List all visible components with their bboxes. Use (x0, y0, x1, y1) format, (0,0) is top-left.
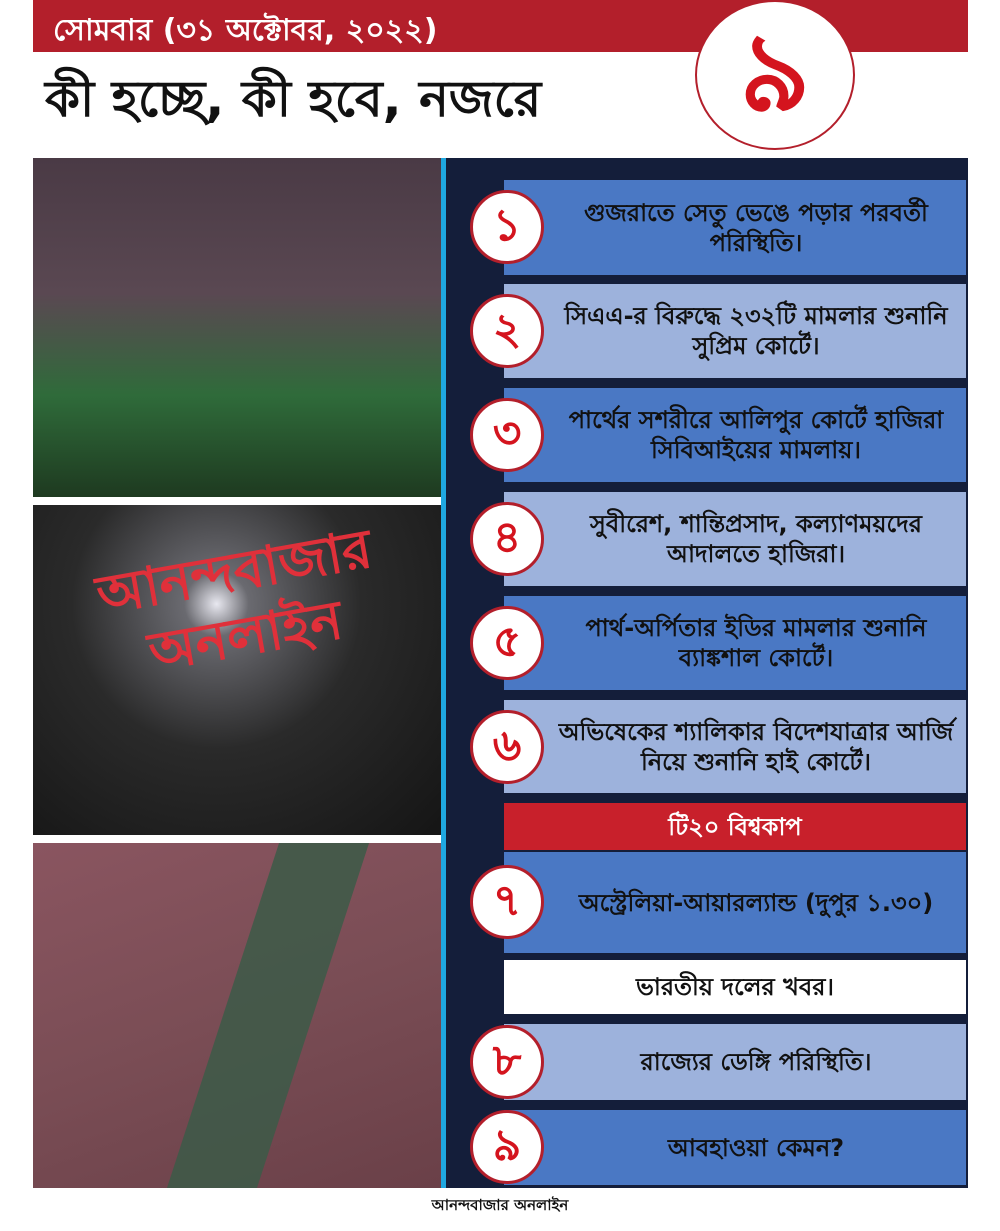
list-item (504, 284, 966, 378)
item-number: ১ (470, 190, 544, 264)
footer-credit: আনন্দবাজার অনলাইন (431, 1196, 569, 1214)
team-news-item: ভারতীয় দলের খবর। (504, 960, 966, 1014)
item-number: ৪ (470, 502, 544, 576)
list-item (504, 1110, 966, 1185)
bridge-rescue-photo (33, 505, 441, 835)
item-number: ৩ (470, 398, 544, 472)
item-text: গুজরাতে সেতু ভেঙে পড়ার পরবর্তী পরিস্থিতি। (584, 198, 928, 257)
watermark: আনন্দবাজার অনলাইন (91, 516, 377, 684)
photo-column (33, 158, 441, 1188)
item-text: আবহাওয়া কেমন? (667, 1133, 845, 1162)
schedule-panel (446, 158, 968, 1188)
page-title: কী হচ্ছে, কী হবে, নজরে (45, 70, 542, 128)
bridge-night-photo (33, 158, 441, 497)
list-item (504, 596, 966, 690)
count-badge: ৯ (695, 0, 855, 150)
item-number: ৬ (470, 710, 544, 784)
item-text: অস্ট্রেলিয়া-আয়ারল্যান্ড (দুপুর ১.৩০) (578, 888, 934, 917)
list-item (504, 700, 966, 793)
item-text: পার্থ-অর্পিতার ইডির মামলার শুনানি ব্যাঙ্কশাল কোর্টে। (585, 614, 927, 672)
date-bar: সোমবার (৩১ অক্টোবর, ২০২২) (33, 0, 968, 52)
item-number: ৯ (470, 1110, 544, 1184)
item-text: রাজ্যের ডেঙ্গি পরিস্থিতি। (640, 1048, 872, 1076)
list-item (504, 852, 966, 953)
list-item (504, 180, 966, 275)
list-item (504, 1024, 966, 1100)
item-text: সুবীরেশ, শান্তিপ্রসাদ, কল্যাণময়দের আদালতে হাজিরা। (590, 510, 922, 568)
collapsed-bridge-photo (33, 843, 441, 1188)
section-header-t20: টি২০ বিশ্বকাপ (504, 803, 966, 850)
item-number: ৭ (470, 865, 544, 939)
list-item (504, 492, 966, 586)
item-number: ২ (470, 294, 544, 368)
item-text: অভিষেকের শ্যালিকার বিদেশযাত্রার আর্জি নিয়ে শুনানি হাই কোর্টে। (558, 717, 954, 776)
item-text: পার্থের সশরীরে আলিপুর কোর্টে হাজিরা সিবিআইয়ের মামলায়। (568, 406, 944, 464)
list-item (504, 388, 966, 482)
item-number: ৫ (470, 606, 544, 680)
item-number: ৮ (470, 1025, 544, 1099)
item-text: সিএএ-র বিরুদ্ধে ২৩২টি মামলার শুনানি সুপ্রিম কোর্টে। (564, 302, 948, 360)
